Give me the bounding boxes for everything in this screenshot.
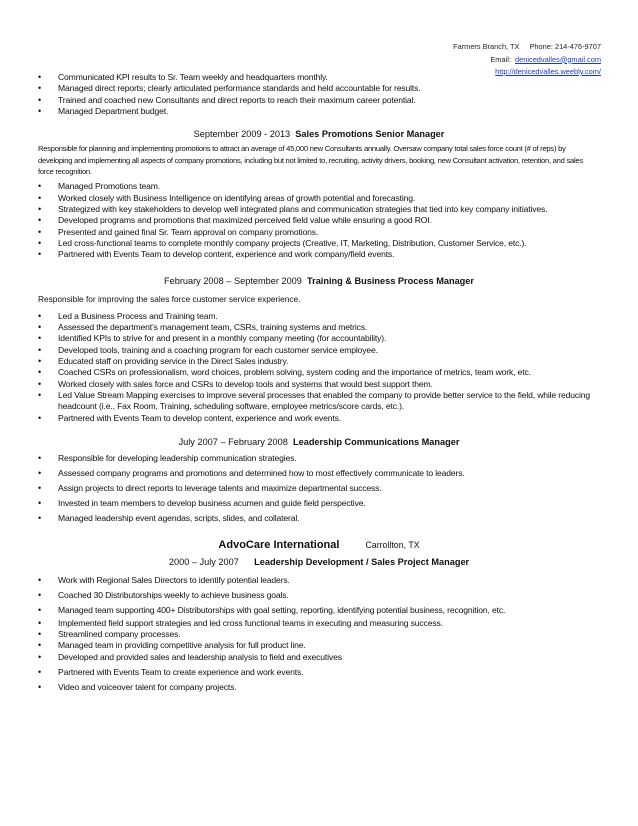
list-item: • Strategized with key stakeholders to develop well integrated plans and communication strategies that tied into key company initiatives. (38, 204, 600, 215)
list-item: • Developed and provided sales and leadership analysis to field and executives (38, 652, 600, 663)
contact-location: Farmers Branch, TX (453, 42, 520, 51)
job-title: Sales Promotions Senior Manager (295, 129, 445, 140)
job-bullets-sales-promotions (38, 181, 600, 260)
list-item: • Work with Regional Sales Directors to identify potential leaders. (38, 573, 600, 588)
list-item: • Worked closely with Business Intelligence on identifying areas of growth potential and forecasting. (38, 193, 600, 204)
list-item: • Led cross-functional teams to complete monthly company projects (Creative, IT, Marketing, Distribution, Customer Service, etc.). (38, 238, 600, 249)
list-item: • Educated staff on providing service in the Direct Sales industry. (38, 356, 600, 367)
list-item: • Presented and gained final Sr. Team approval on company promotions. (38, 227, 600, 238)
list-item: • Managed team in providing competitive analysis for full product line. (38, 640, 600, 651)
list-item: • Identified KPIs to strive for and present in a monthly company meeting (for accountability). (38, 333, 600, 344)
previous-role-bullets (38, 72, 600, 117)
list-item: • Managed leadership event agendas, scripts, slides, and collateral. (38, 511, 600, 526)
list-item: • Trained and coached new Consultants and direct reports to reach their maximum career potential. (38, 95, 600, 106)
resume-content (38, 72, 600, 695)
website-link[interactable]: http://denicedvalles.weebly.com/ (495, 67, 601, 76)
list-item: • Led Value Stream Mapping exercises to improve several processes that enabled the company to provide better service to the field, while reducing headcount (i.e., Fax Room, Training, scheduling software, employee metrics/score cards, etc.). (38, 390, 600, 413)
list-item: • Managed direct reports; clearly articulated performance standards and held accountable for results. (38, 83, 600, 94)
list-item: • Worked closely with sales force and CSRs to develop tools and systems that would best support them. (38, 379, 600, 390)
email-link[interactable]: denicedvalles@gmail.com (515, 54, 601, 64)
list-item: • Responsible for developing leadership communication strategies. (38, 451, 600, 466)
list-item: • Partnered with Events Team to develop content, experience and work events. (38, 413, 600, 424)
job-bullets-leadership-communications (38, 451, 600, 526)
company-heading (38, 539, 600, 552)
job-description: Responsible for improving the sales force customer service experience. (38, 294, 301, 305)
list-item: • Developed programs and promotions that maximized perceived field value while ensuring a good ROI. (38, 215, 600, 226)
list-item: • Assessed the department’s management team, CSRs, training systems and metrics. (38, 322, 600, 333)
list-item: • Coached CSRs on professionalism, word choices, problem solving, system coding and the importance of metrics, team work, etc. (38, 367, 600, 378)
list-item: • Managed Promotions team. (38, 181, 600, 192)
job-heading-leadership-development (38, 556, 600, 568)
list-item: • Assessed company programs and promotions and determined how to most effectively communicate to leaders. (38, 466, 600, 481)
list-item: • Video and voiceover talent for company projects. (38, 680, 600, 695)
job-title: Leadership Development / Sales Project Manager (254, 556, 470, 567)
contact-line-location-phone (453, 41, 601, 54)
list-item: • Streamlined company processes. (38, 629, 600, 640)
list-item: • Developed tools, training and a coaching program for each customer service employee. (38, 345, 600, 356)
list-item: • Coached 30 Distributorships weekly to achieve business goals. (38, 588, 600, 603)
contact-phone: Phone: 214-476-9707 (529, 42, 601, 51)
job-bullets-leadership-development (38, 573, 600, 695)
job-dates: February 2008 – September 2009 (164, 276, 302, 287)
job-description: Responsible for planning and implementing promotions to attract an average of 45,000 new Consultants annually. Oversaw company total sales force count (# of reps) by developing and implementing all aspects of company promotions, including but not limited to, recruiting, activity drivers, booking, new Consultant activation, retention, and sales force recognition. (38, 144, 583, 176)
list-item: • Invested in team members to develop business acumen and guide field perspective. (38, 496, 600, 511)
list-item: • Assign projects to direct reports to leverage talents and maximize departmental success. (38, 481, 600, 496)
company-location: Carrollton, TX (365, 539, 420, 550)
list-item: • Communicated KPI results to Sr. Team weekly and headquarters monthly. (38, 72, 600, 83)
list-item: • Managed team supporting 400+ Distributorships with goal setting, reporting, identifying potential business, recognition, etc. (38, 603, 600, 618)
list-item: • Managed Department budget. (38, 106, 600, 117)
contact-line-email (453, 54, 601, 67)
job-heading-training (38, 275, 600, 287)
job-bullets-training (38, 311, 600, 424)
job-title: Training & Business Process Manager (307, 276, 474, 287)
list-item: • Partnered with Events Team to develop content, experience and work company/field events. (38, 249, 600, 260)
job-heading-sales-promotions (38, 128, 600, 140)
company-name: AdvoCare International (218, 538, 340, 551)
list-item: • Partnered with Events Team to create experience and work events. (38, 665, 600, 680)
list-item: • Led a Business Process and Training team. (38, 311, 600, 322)
email-label: Email: (490, 54, 511, 64)
job-title: Leadership Communications Manager (292, 436, 460, 447)
job-dates: 2000 – July 2007 (168, 556, 239, 567)
list-item: • Implemented field support strategies and led cross functional teams in executing and measuring success. (38, 618, 600, 629)
job-dates: September 2009 - 2013 (193, 129, 291, 140)
job-heading-leadership-communications (38, 436, 600, 448)
job-dates: July 2007 – February 2008 (178, 436, 288, 447)
